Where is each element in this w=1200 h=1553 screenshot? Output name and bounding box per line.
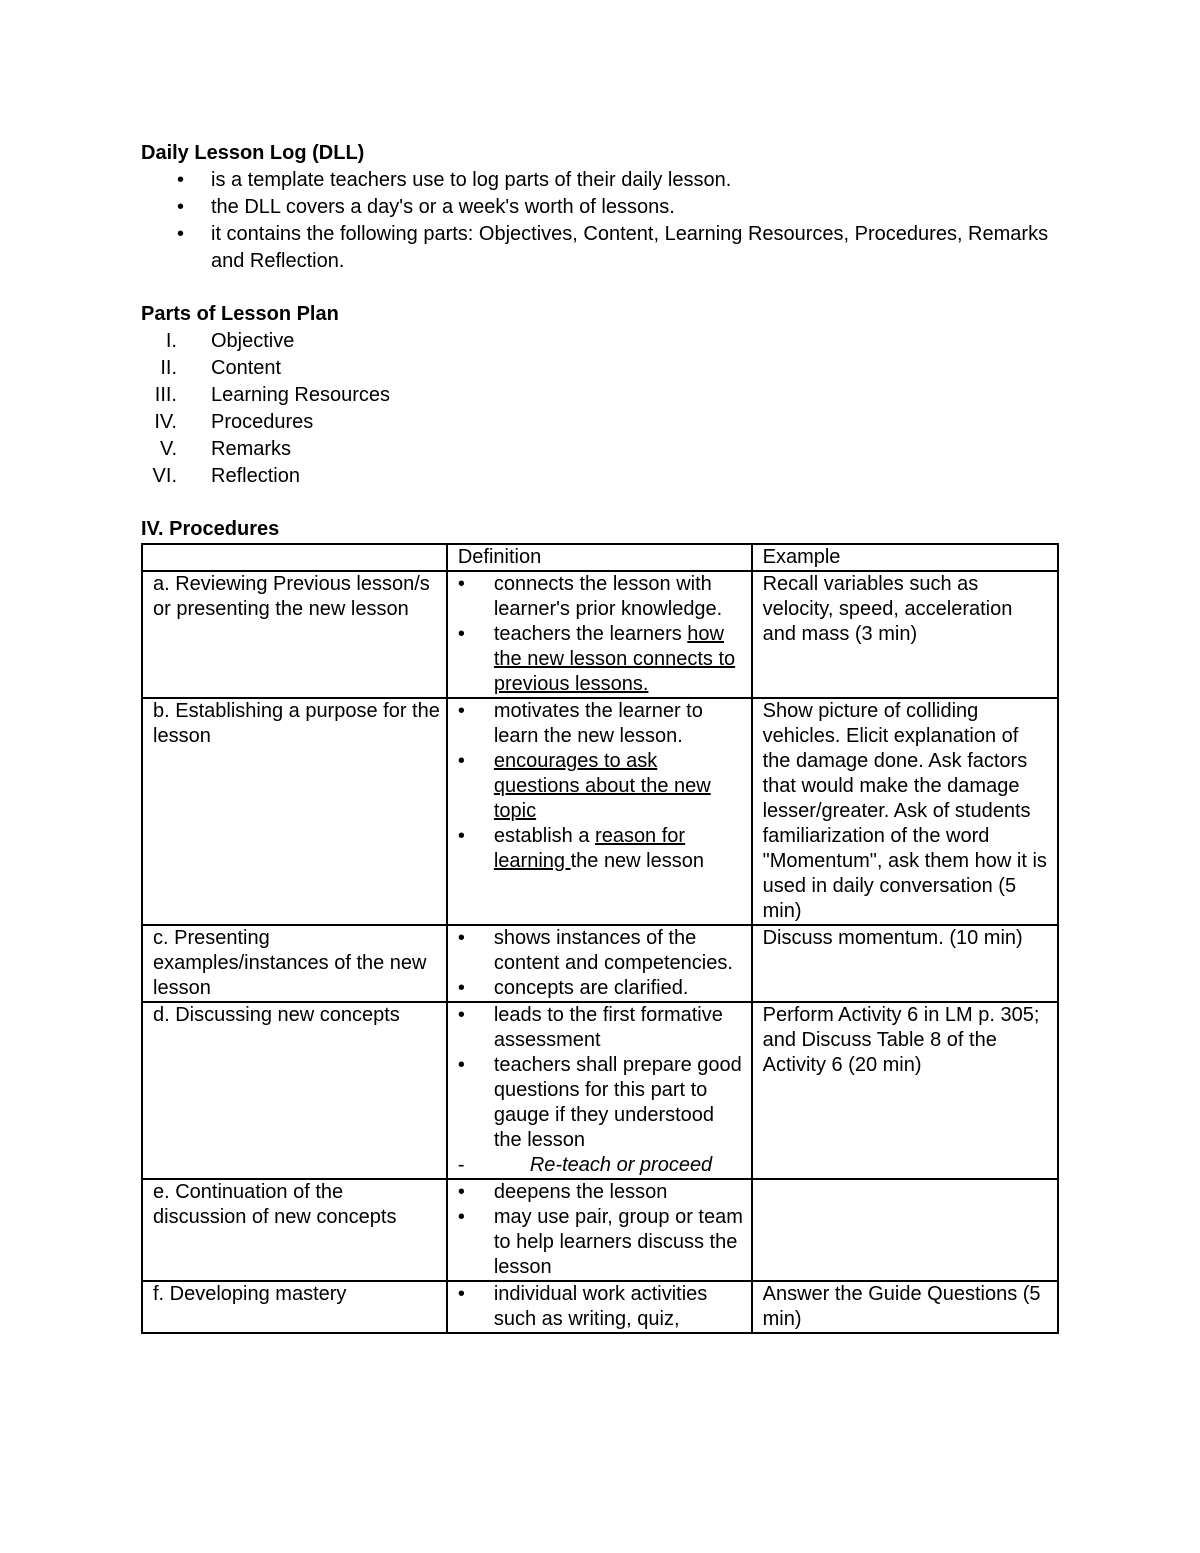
- list-item: • teachers shall prepare good questions for this part to gauge if they understood the lesson: [457, 1054, 742, 1151]
- table-row: [142, 571, 1058, 698]
- dll-bullet-list: [141, 167, 1061, 275]
- example-cell: Perform Activity 6 in LM p. 305; and Discuss Table 8 of the Activity 6 (20 min): [752, 1002, 1058, 1179]
- header-cell: Definition: [447, 544, 752, 571]
- procedure-label: b. Establishing a purpose for the lesson: [142, 698, 447, 925]
- header-cell: [142, 544, 447, 571]
- list-item: • teachers the learners how the new lesson connects to previous lessons.: [457, 623, 736, 695]
- parts-list: [141, 328, 1061, 490]
- list-item: • concepts are clarified.: [457, 977, 689, 999]
- list-item: • leads to the first formative assessment: [457, 1004, 723, 1051]
- bullet-icon: •: [177, 196, 185, 218]
- list-item: • motivates the learner to learn the new lesson.: [457, 700, 703, 747]
- list-item: • individual work activities such as writing, quiz,: [457, 1283, 708, 1330]
- list-item: II. Content: [160, 357, 282, 379]
- list-item: • deepens the lesson: [457, 1181, 668, 1203]
- example-cell: Answer the Guide Questions (5 min): [752, 1281, 1058, 1333]
- table-row: [142, 1281, 1058, 1333]
- table-row: [142, 1179, 1058, 1281]
- table-header-row: [142, 544, 1058, 571]
- example-cell: [752, 1179, 1058, 1281]
- list-item: • the DLL covers a day's or a week's worth of lessons.: [141, 194, 1061, 221]
- list-item: • connects the lesson with learner's prior knowledge.: [457, 573, 723, 620]
- procedure-label: f. Developing mastery: [142, 1281, 447, 1333]
- header-cell: Example: [752, 544, 1058, 571]
- list-item: • may use pair, group or team to help learners discuss the lesson: [457, 1206, 743, 1278]
- bullet-icon: •: [457, 1181, 465, 1203]
- dll-title: Daily Lesson Log (DLL): [141, 142, 365, 164]
- procedure-label: e. Continuation of the discussion of new concepts: [142, 1179, 447, 1281]
- definition-cell: [447, 925, 752, 1002]
- list-item: I. Objective: [165, 330, 295, 352]
- definition-cell: [447, 1179, 752, 1281]
- list-item: • is a template teachers use to log parts of their daily lesson.: [141, 167, 1061, 194]
- procedures-title: IV. Procedures: [141, 518, 280, 540]
- procedure-label: a. Reviewing Previous lesson/s or presenting the new lesson: [142, 571, 447, 698]
- list-item: V. Remarks: [159, 438, 292, 460]
- sub-item: - Re-teach or proceed: [457, 1154, 713, 1176]
- list-item: • it contains the following parts: Objectives, Content, Learning Resources, Procedures, Remarks and Reflection.: [177, 223, 1049, 272]
- bullet-icon: •: [177, 169, 185, 191]
- bullet-icon: •: [457, 623, 465, 645]
- bullet-icon: •: [457, 1283, 465, 1305]
- definition-cell: [447, 1281, 752, 1333]
- bullet-icon: •: [457, 825, 465, 847]
- definition-cell: [447, 1002, 752, 1179]
- table-row: [142, 698, 1058, 925]
- bullet-icon: •: [457, 927, 465, 949]
- list-item: • shows instances of the content and competencies.: [457, 927, 733, 974]
- table-row: [142, 925, 1058, 1002]
- procedure-label: d. Discussing new concepts: [142, 1002, 447, 1179]
- procedure-label: c. Presenting examples/instances of the new lesson: [142, 925, 447, 1002]
- list-item: III. Learning Resources: [154, 384, 390, 406]
- bullet-icon: •: [457, 700, 465, 722]
- document-page: [141, 140, 1061, 1334]
- definition-cell: [447, 571, 752, 698]
- bullet-icon: •: [177, 223, 185, 245]
- procedures-table: [141, 543, 1059, 1334]
- example-cell: Show picture of colliding vehicles. Elicit explanation of the damage done. Ask factors that would make the damage lesser/greater. Ask of students familiarization of the word "Momentum", ask them how it is used in daily conversation (5 min): [752, 698, 1058, 925]
- bullet-icon: •: [457, 750, 465, 772]
- definition-cell: [447, 698, 752, 925]
- list-item: • encourages to ask questions about the new topic: [457, 750, 711, 822]
- bullet-icon: •: [457, 573, 465, 595]
- example-cell: Discuss momentum. (10 min): [752, 925, 1058, 1002]
- example-cell: Recall variables such as velocity, speed, acceleration and mass (3 min): [752, 571, 1058, 698]
- bullet-icon: •: [457, 1206, 465, 1228]
- list-item: • establish a reason for learning the new lesson: [457, 825, 704, 872]
- bullet-icon: •: [457, 977, 465, 999]
- bullet-icon: •: [457, 1004, 465, 1026]
- list-item: IV. Procedures: [154, 411, 314, 433]
- list-item: VI. Reflection: [152, 465, 300, 487]
- parts-title: Parts of Lesson Plan: [141, 303, 339, 325]
- bullet-icon: •: [457, 1054, 465, 1076]
- table-row: [142, 1002, 1058, 1179]
